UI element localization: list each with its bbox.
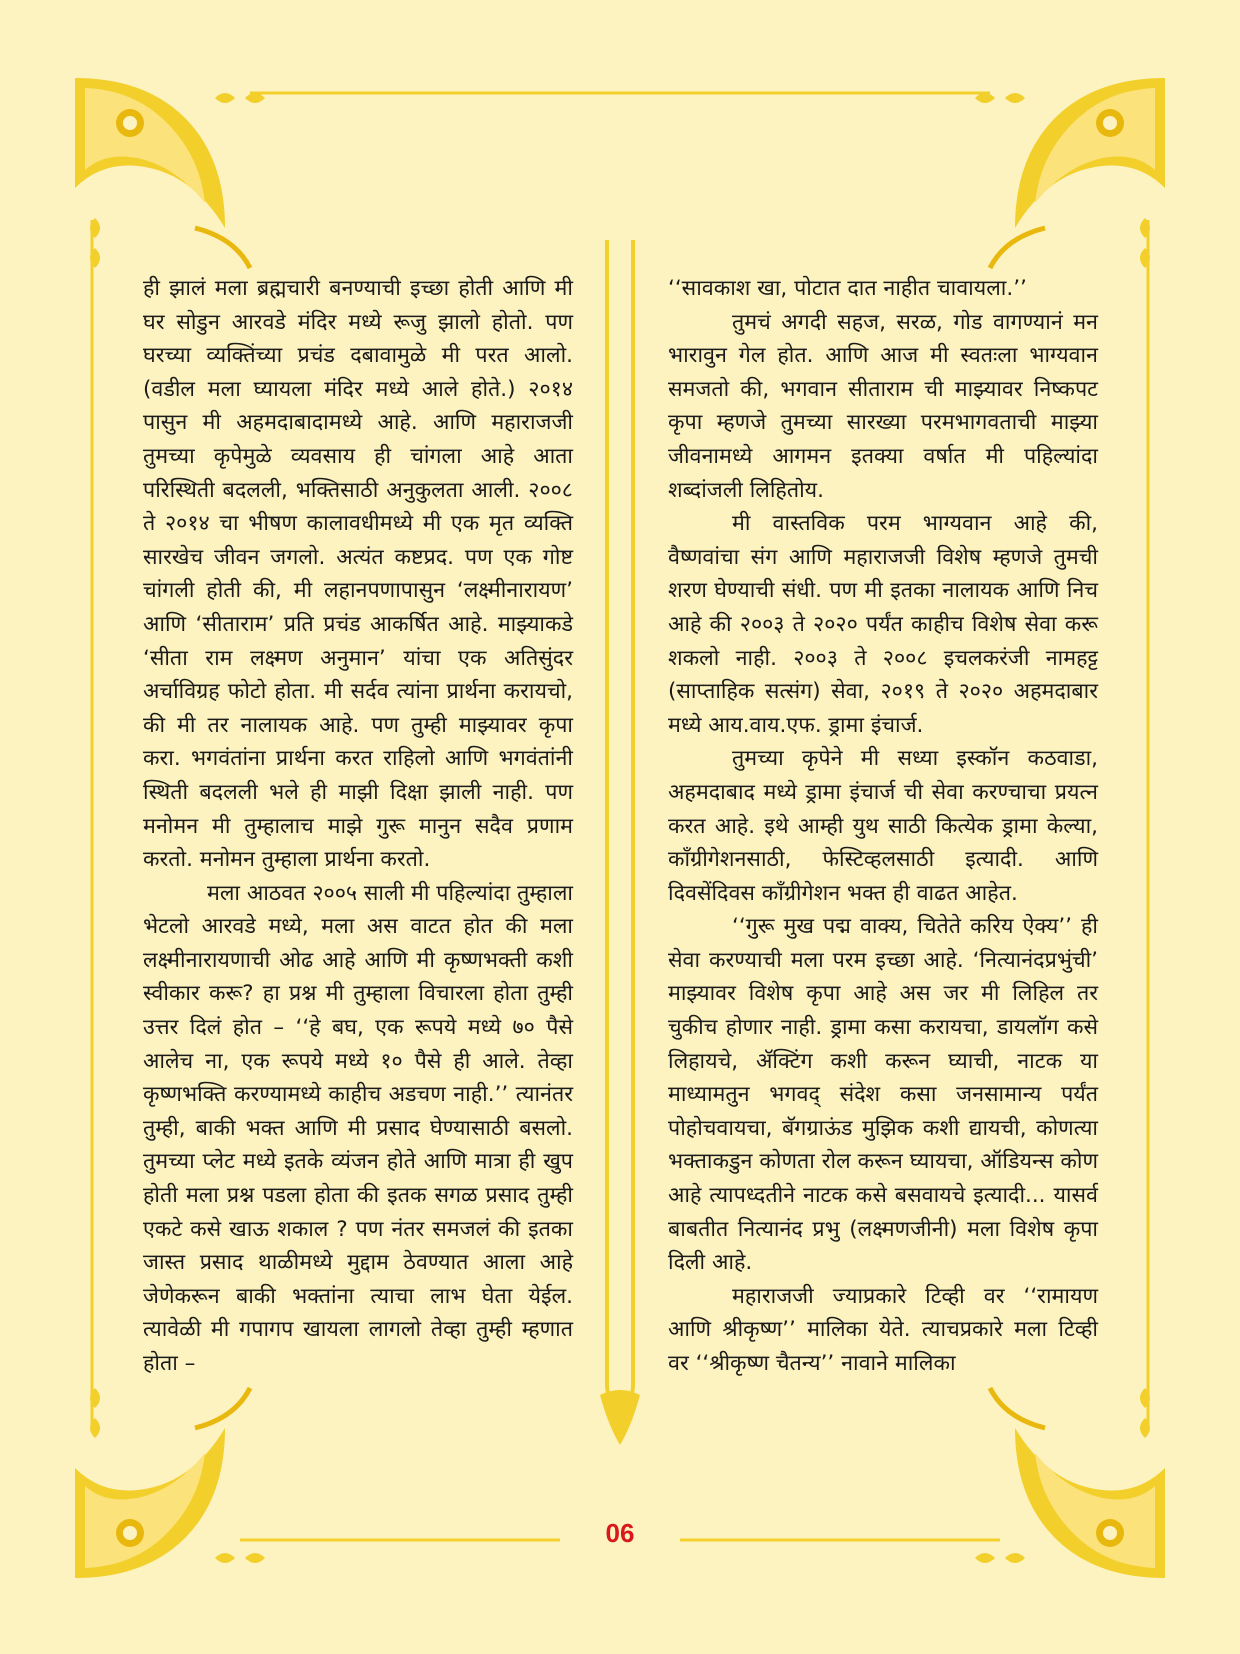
corner-ornament-bottom-left <box>75 1388 265 1578</box>
corner-ornament-bottom-right <box>975 1388 1165 1578</box>
right-text-column <box>668 272 1098 1381</box>
paragraph: तुमच्या कृपेने मी सध्या इस्कॉन कठवाडा, अहमदाबाद मध्ये ड्रामा इंचार्ज ची सेवा करण्चाचा प्रयत्न करत आहे. इथे आम्ही युथ साठी कित्येक ड्रामा केल्या, कॉंग्रीगेशनसाठी, फेस्टिव्हलसाठी इत्यादी. आणि दिवसेंदिवस कॉंग्रीगेशन भक्त ही वाढत आहेत. <box>668 746 1098 906</box>
page-number: 06 <box>605 1518 635 1548</box>
corner-ornament-top-left <box>75 78 265 268</box>
corner-ornament-top-right <box>975 78 1165 268</box>
paragraph: ‘‘गुरू मुख पद्म वाक्य, चितेते करिय ऐक्य’’ ही सेवा करण्याची मला परम इच्छा आहे. ‘नित्यानंदप्रभुंची’ माझ्यावर विशेष कृपा आहे अस जर मी लिहिल तर चुकीच होणार नाही. ड्रामा कसा करायचा, डायलॉग कसे लिहायचे, ॲक्टिंग कशी करून घ्याची, नाटक या माध्यामतुन भगवद् संदेश कसा जनसामान्य पर्यंत पोहोचवायचा, बॅगग्राऊंड मुझिक कशी द्यायची, कोणत्या भक्ताकडुन कोणता रोल करून घ्यायचा, ऑडियन्स कोण आहे त्यापध्दतीने नाटक कसे बसवायचे इत्यादी... यासर्व बाबतीत नित्यानंद प्रभु (लक्ष्मणजीनी) मला विशेष कृपा दिली आहे. <box>668 914 1098 1276</box>
paragraph: महाराजजी ज्याप्रकारे टिव्ही वर ‘‘रामायण आणि श्रीकृष्ण’’ मालिका येते. त्याचप्रकारे मला टिव्ही वर ‘‘श्रीकृष्ण चैतन्य’’ नावाने मालिका <box>668 1283 1098 1376</box>
paragraph: ‘‘सावकाश खा, पोटात दात नाहीत चावायला.’’ <box>668 276 1027 301</box>
paragraph: ही झालं मला ब्रह्मचारी बनण्याची इच्छा होती आणि मी घर सोडुन आरवडे मंदिर मध्ये रूजु झालो होतो. पण घरच्या व्यक्तिंच्या प्रचंड दबावामुळे मी परत आलो. (वडील मला घ्यायला मंदिर मध्ये आले होते.) २०१४ पासुन मी अहमदाबादामध्ये आहे. आणि महाराजजी तुमच्या कृपेमुळे व्यवसाय ही चांगला आहे आता परिस्थिती बदलली, भक्तिसाठी अनुकुलता आली. २००८ ते २०१४ चा भीषण कालावधीमध्ये मी एक मृत व्यक्ति सारखेच जीवन जगलो. अत्यंत कष्टप्रद. पण एक गोष्ट चांगली होती की, मी लहानपणापासुन ‘लक्ष्मीनारायण’ आणि ‘सीताराम’ प्रति प्रचंड आकर्षित आहे. माझ्याकडे ‘सीता राम लक्ष्मण अनुमान’ यांचा एक अतिसुंदर अर्चाविग्रह फोटो होता. मी सर्दव त्यांना प्रार्थना करायचो, की मी तर नालायक आहे. पण तुम्ही माझ्यावर कृपा करा. भगवंतांना प्रार्थना करत राहिलो आणि भगवंतांनी स्थिती बदलली भले ही माझी दिक्षा झाली नाही. पण मनोमन मी तुम्हालाच माझे गुरू मानुन सदैव प्रणाम करतो. मनोमन तुम्हाला प्रार्थना करतो. <box>143 276 573 873</box>
paragraph: मी वास्तविक परम भाग्यवान आहे की, वैष्णवांचा संग आणि महाराजजी विशेष म्हणजे तुमची शरण घेण्याची संधी. पण मी इतका नालायक आणि निच आहे की २००३ ते २०२० पर्यंत काहीच विशेष सेवा करू शकलो नाही. २००३ ते २००८ इचलकरंजी नामहट्ट (साप्ताहिक सत्संग) सेवा, २०१९ ते २०२० अहमदाबार मध्ये आय.वाय.एफ. ड्रामा इंचार्ज. <box>668 511 1098 738</box>
paragraph: मला आठवत २००५ साली मी पहिल्यांदा तुम्हाला भेटलो आरवडे मध्ये, मला अस वाटत होत की मला लक्ष्मीनारायणाची ओढ आहे आणि मी कृष्णभक्ती कशी स्वीकार करू? हा प्रश्न मी तुम्हाला विचारला होता तुम्ही उत्तर दिलं होत – ‘‘हे बघ, एक रूपये मध्ये ७० पैसे आलेच ना, एक रूपये मध्ये १० पैसे ही आले. तेव्हा कृष्णभक्ति करण्यामध्ये काहीच अडचण नाही.’’ त्यानंतर तुम्ही, बाकी भक्त आणि मी प्रसाद घेण्यासाठी बसलो. तुमच्या प्लेट मध्ये इतके व्यंजन होते आणि मात्रा ही खुप होती मला प्रश्न पडला होता की इतक सगळ प्रसाद तुम्ही एकटे कसे खाऊ शकाल ? पण नंतर समजलं की इतका जास्त प्रसाद थाळीमध्ये मुद्दाम ठेवण्यात आला आहे जेणेकरून बाकी भक्तांना त्याचा लाभ घेता येईल. त्यावेळी मी गपागप खायला लागलो तेव्हा तुम्ही म्हणात होता – <box>143 880 574 1376</box>
left-text-column <box>143 272 573 1381</box>
paragraph: तुमचं अगदी सहज, सरळ, गोड वागण्यानं मन भारावुन गेल होत. आणि आज मी स्वतःला भाग्यवान समजतो की, भगवान सीताराम ची माझ्यावर निष्कपट कृपा म्हणजे तुमच्या सारख्या परमभागवताची माझ्या जीवनामध्ये आगमन इतक्या वर्षात मी पहिल्यांदा शब्दांजली लिहितोय. <box>668 309 1098 503</box>
column-divider-tilak <box>600 240 640 1445</box>
